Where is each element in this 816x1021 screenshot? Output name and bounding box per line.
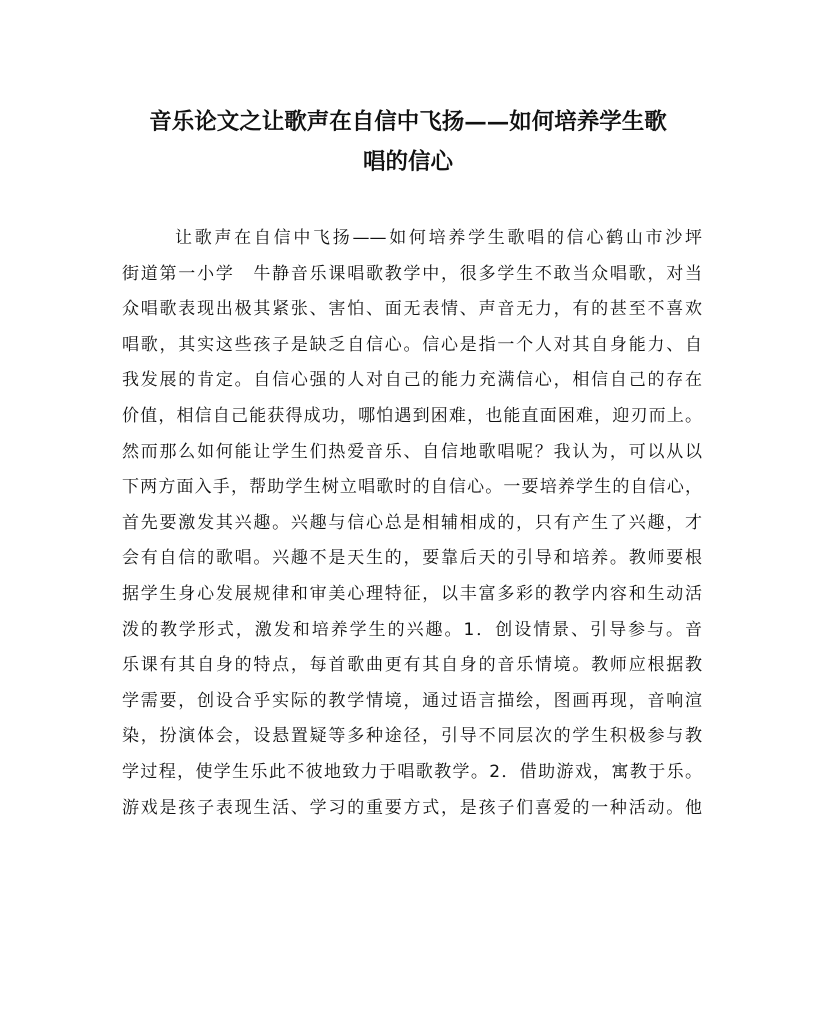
body-line: 众唱歌表现出极其紧张、害怕、面无表情、声音无力，有的甚至不喜欢 xyxy=(122,299,702,320)
body-line: 唱歌，其实这些孩子是缺乏自信心。信心是指一个人对其自身能力、自 xyxy=(122,334,702,355)
body-line: 学过程，使学生乐此不彼地致力于唱歌教学。2．借助游戏，寓教于乐。 xyxy=(122,761,702,782)
document-body xyxy=(122,221,702,826)
body-line: 我发展的肯定。自信心强的人对自己的能力充满信心，相信自己的存在 xyxy=(122,370,702,391)
body-line: 会有自信的歌唱。兴趣不是天生的，要靠后天的引导和培养。教师要根 xyxy=(122,548,702,569)
document-title-line-1: 音乐论文之让歌声在自信中飞扬——如何培养学生歌 xyxy=(149,109,667,135)
body-line: 价值，相信自己能获得成功，哪怕遇到困难，也能直面困难，迎刃而上。 xyxy=(122,405,702,426)
body-line: 下两方面入手，帮助学生树立唱歌时的自信心。一要培养学生的自信心， xyxy=(122,477,702,498)
body-line: 乐课有其自身的特点，每首歌曲更有其自身的音乐情境。教师应根据教 xyxy=(122,655,702,676)
document-title-line-2: 唱的信心 xyxy=(362,149,453,175)
body-line: 学需要，创设合乎实际的教学情境，通过语言描绘，图画再现，音响渲 xyxy=(122,690,702,711)
body-line: 首先要激发其兴趣。兴趣与信心总是相辅相成的，只有产生了兴趣，才 xyxy=(122,512,702,533)
body-line: 让歌声在自信中飞扬——如何培养学生歌唱的信心鹤山市沙坪 xyxy=(175,228,702,248)
body-line: 泼的教学形式，激发和培养学生的兴趣。1．创设情景、引导参与。音 xyxy=(122,619,702,640)
body-line: 据学生身心发展规律和审美心理特征，以丰富多彩的教学内容和生动活 xyxy=(122,583,702,604)
body-line: 游戏是孩子表现生活、学习的重要方式，是孩子们喜爱的一种活动。他 xyxy=(122,797,702,818)
body-line: 然而那么如何能让学生们热爱音乐、自信地歌唱呢？我认为，可以从以 xyxy=(122,441,702,462)
body-line: 染，扮演体会，设悬置疑等多种途径，引导不同层次的学生积极参与教 xyxy=(122,726,702,747)
body-line: 街道第一小学 牛静音乐课唱歌教学中，很多学生不敢当众唱歌，对当 xyxy=(122,263,702,284)
